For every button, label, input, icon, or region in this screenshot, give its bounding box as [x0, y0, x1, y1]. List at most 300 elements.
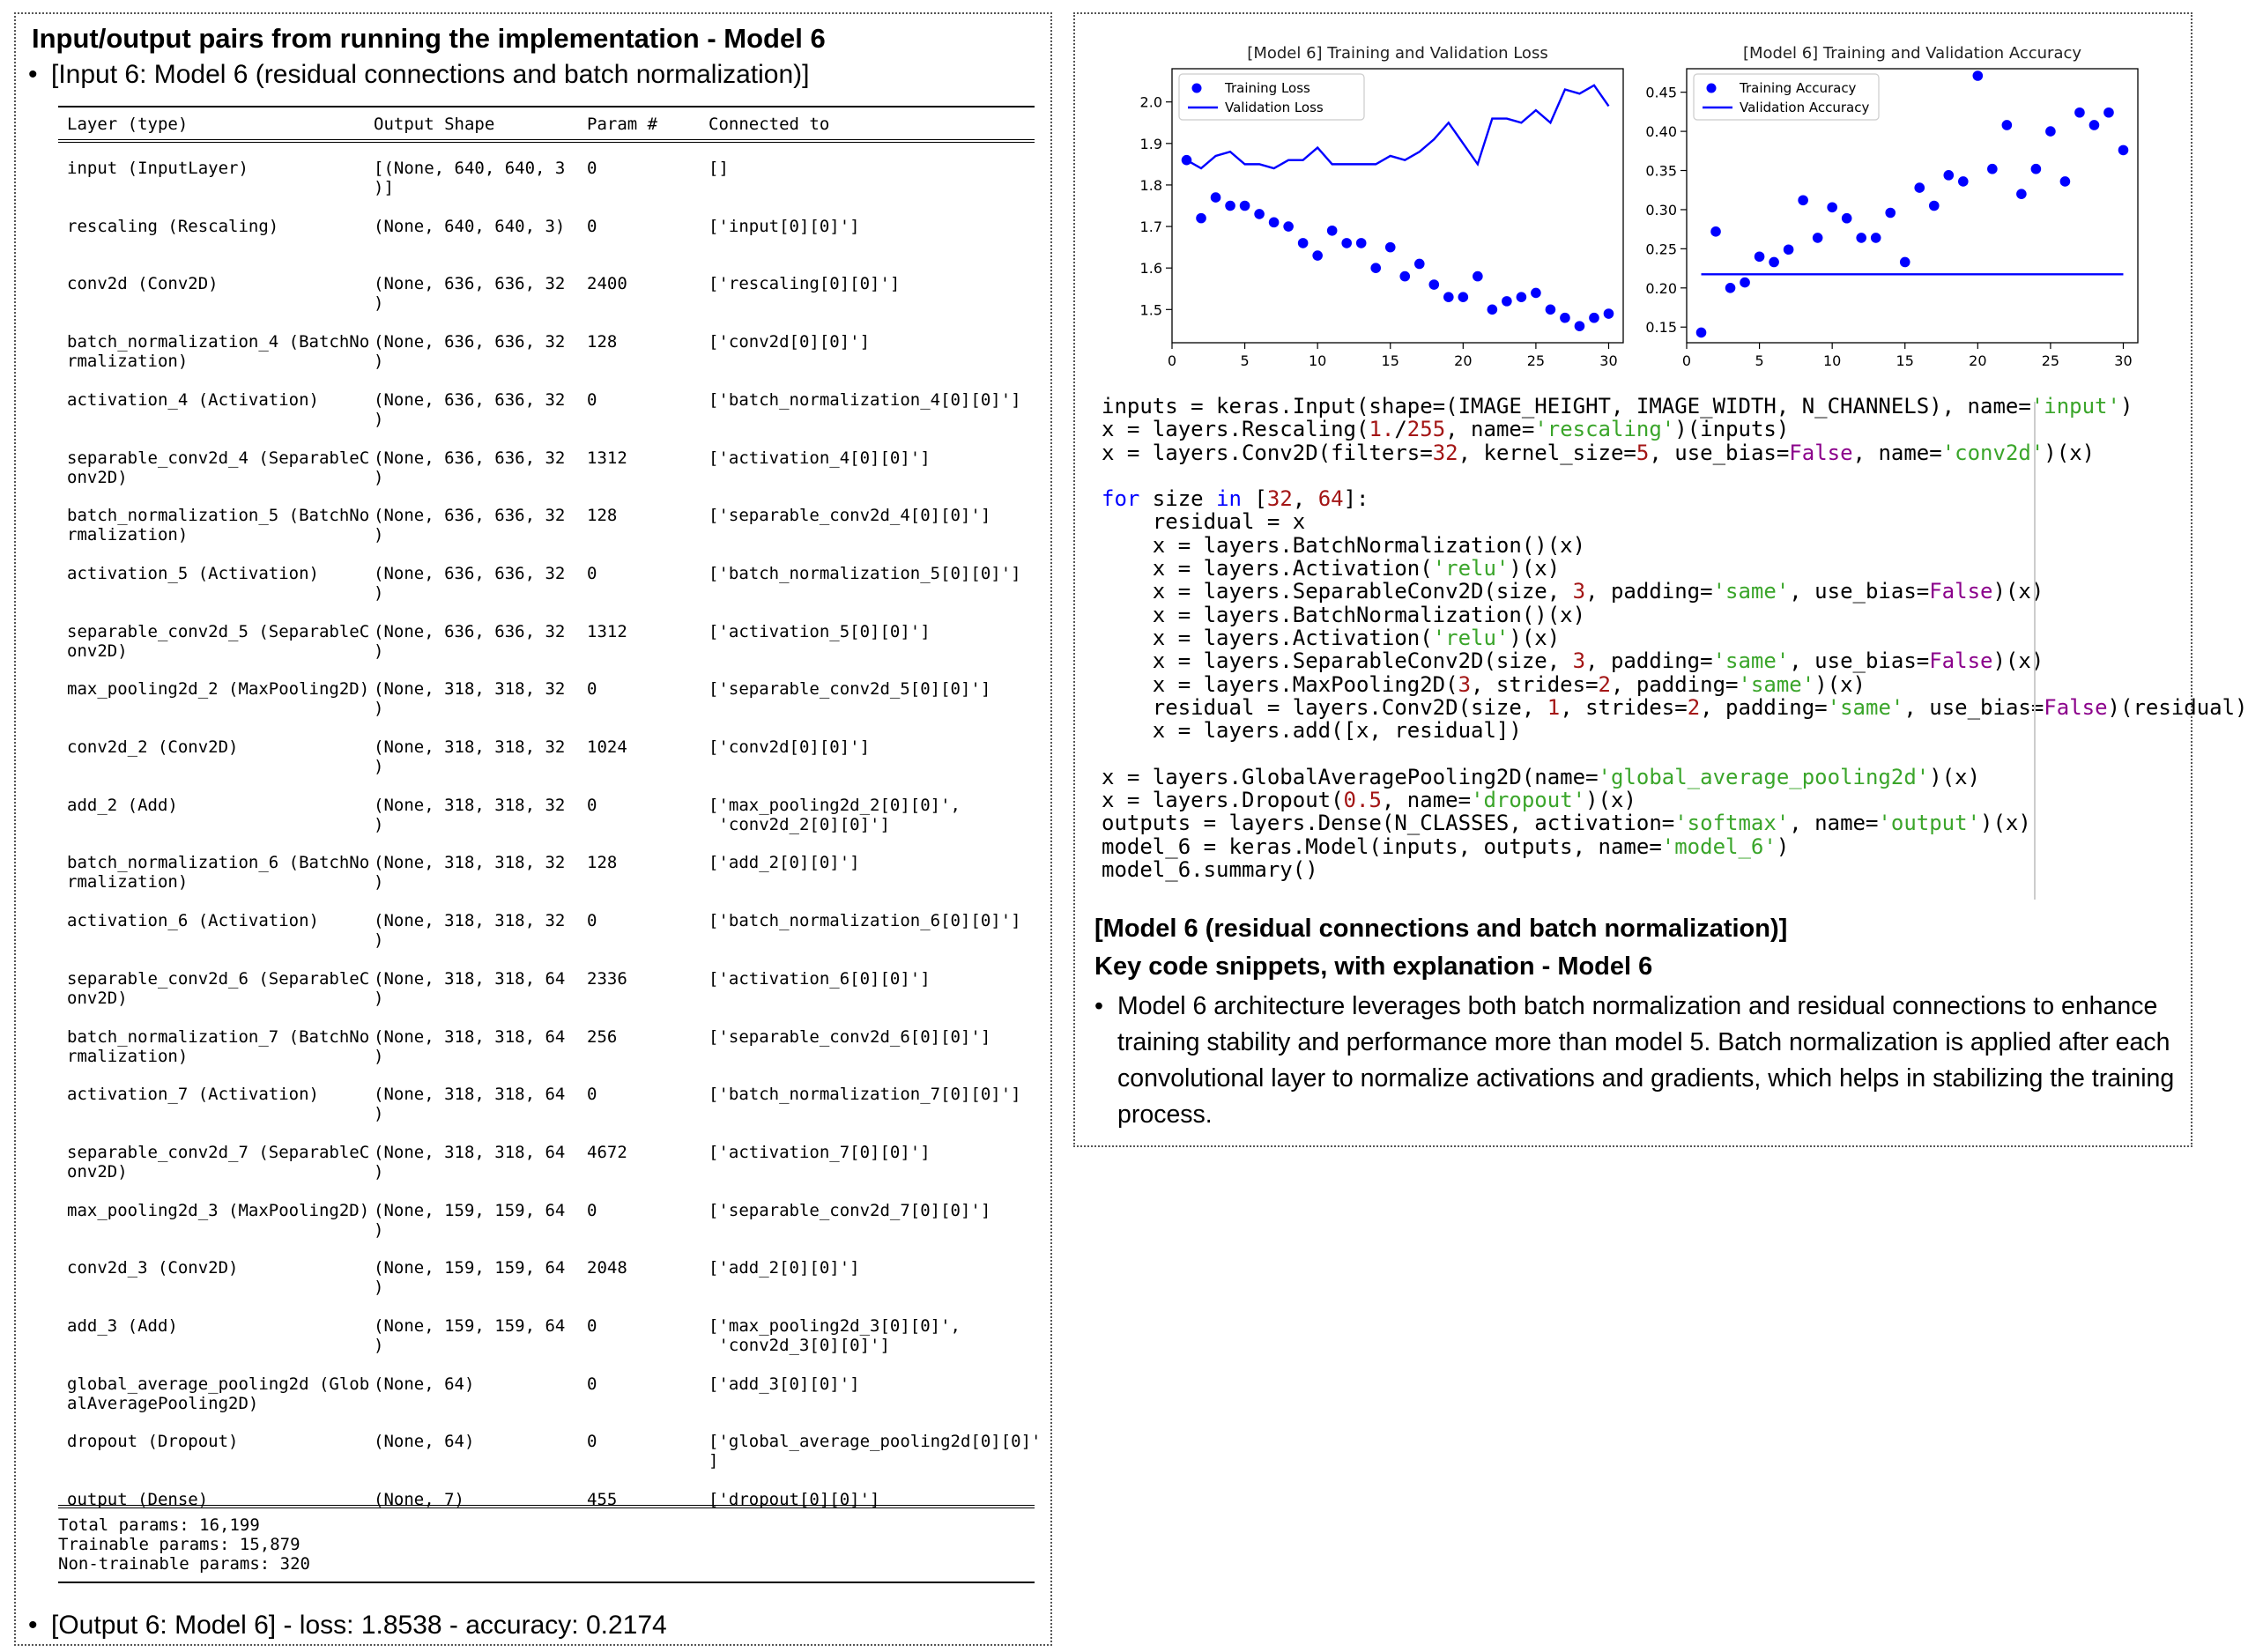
code-token: [ [1241, 486, 1267, 512]
model-summary-panel [14, 12, 1052, 1646]
param-count-cell: 256 [587, 1026, 618, 1047]
connected-to-cell: ['batch_normalization_5[0][0]'] [709, 563, 1021, 583]
data-point [1885, 208, 1896, 219]
output-shape-cell: (None, 636, 636, 32 ) [374, 274, 566, 314]
layer-type-cell: batch_normalization_6 (BatchNo rmalization) [67, 853, 370, 893]
code-token: 'same' [1712, 648, 1790, 674]
accuracy-chart [1621, 30, 2150, 382]
chart-title: [Model 6] Training and Validation Accuracy [1742, 44, 2082, 63]
code-token: )(inputs) [1674, 417, 1790, 442]
code-token: x = layers.Activation( [1102, 625, 1433, 650]
x-tick-label: 10 [1308, 352, 1327, 369]
layer-type-cell: separable_conv2d_4 (SeparableC onv2D) [67, 448, 370, 487]
data-point [1196, 213, 1206, 224]
x-tick-label: 0 [1167, 352, 1177, 369]
summary-row [58, 390, 1035, 443]
param-count-cell: 128 [587, 853, 618, 873]
code-token: 2 [1687, 694, 1701, 720]
section-title: [Model 6 (residual connections and batch normalization)] [1094, 915, 1788, 943]
bullet-dot: • [1094, 992, 1103, 1020]
summary-row [58, 564, 1035, 617]
param-count-cell: 1024 [587, 737, 627, 757]
connected-to-cell: ['dropout[0][0]'] [709, 1490, 880, 1510]
data-point [1696, 328, 1707, 338]
summary-row [58, 1027, 1035, 1080]
code-token: 1. [1369, 417, 1395, 442]
x-tick-label: 25 [1526, 352, 1546, 369]
legend-label: Validation Accuracy [1740, 100, 1870, 115]
code-token: False [1929, 579, 1993, 604]
code-divider [2034, 402, 2036, 900]
summary-row [58, 1201, 1035, 1254]
data-point [2031, 164, 2042, 174]
code-token: )(x) [1980, 811, 2031, 836]
data-point [1458, 292, 1469, 302]
data-point [1740, 278, 1750, 288]
output-shape-cell: (None, 636, 636, 32 ) [374, 332, 566, 372]
code-token: ]: [1343, 486, 1369, 512]
code-line [1102, 418, 2191, 441]
legend-label: Training Loss [1225, 80, 1310, 96]
code-snippet [1102, 394, 2248, 882]
code-token: , name= [1852, 440, 1942, 465]
output-shape-cell: (None, 318, 318, 64 ) [374, 1085, 566, 1124]
x-tick-label: 0 [1681, 352, 1692, 369]
connected-to-cell: ['separable_conv2d_5[0][0]'] [709, 679, 991, 700]
output-shape-cell: [(None, 640, 640, 3 )] [374, 159, 566, 197]
output-shape-cell: (None, 318, 318, 32 ) [374, 853, 566, 893]
code-line [1102, 694, 2248, 720]
header-output-shape: Output Shape [374, 115, 495, 134]
code-token: )(x) [1585, 788, 1636, 813]
code-token: , use_bias= [1649, 440, 1790, 465]
code-token: 'same' [1712, 579, 1790, 604]
connected-to-cell: ['activation_7[0][0]'] [709, 1142, 931, 1162]
data-point [2074, 107, 2085, 118]
code-token: residual = layers.Conv2D(size, [1102, 694, 1547, 720]
layer-type-cell: dropout (Dropout) [67, 1432, 239, 1452]
summary-row [58, 1143, 1035, 1196]
output-shape-cell: (None, 64) [374, 1374, 475, 1394]
code-token: x = layers.BatchNormalization()(x) [1102, 602, 1586, 627]
code-token: , use_bias= [1903, 694, 2044, 720]
code-explanation-panel [1073, 12, 2248, 1147]
chart-title: [Model 6] Training and Validation Loss [1247, 44, 1548, 63]
code-line [1102, 789, 2191, 811]
data-point [1531, 288, 1541, 299]
x-tick-label: 30 [1599, 352, 1618, 369]
x-tick-label: 5 [1755, 352, 1764, 369]
y-tick-label: 2.0 [1139, 93, 1162, 111]
layer-type-cell: add_3 (Add) [67, 1316, 178, 1336]
summary-row [58, 1374, 1035, 1427]
connected-to-cell: ['activation_4[0][0]'] [709, 448, 931, 468]
data-point [1546, 305, 1556, 315]
data-point [1254, 209, 1265, 219]
summary-row [58, 1085, 1035, 1137]
code-token: 'softmax' [1674, 811, 1790, 836]
data-point [1914, 182, 1925, 193]
data-point [2016, 189, 2027, 199]
output-shape-cell: (None, 318, 318, 64 ) [374, 1142, 566, 1182]
code-token: x = layers.Conv2D(filters= [1102, 440, 1433, 465]
output-shape-cell: (None, 7) [374, 1490, 464, 1510]
code-token: 32 [1266, 486, 1293, 512]
data-point [1710, 226, 1721, 237]
summary-header-divider [58, 139, 1035, 143]
data-point [1987, 164, 1998, 174]
code-token: 64 [1317, 486, 1344, 512]
layer-type-cell: conv2d_2 (Conv2D) [67, 737, 239, 757]
layer-type-cell: activation_5 (Activation) [67, 563, 319, 583]
summary-row [58, 622, 1035, 675]
layer-type-cell: input (InputLayer) [67, 159, 249, 178]
data-point [1589, 313, 1599, 323]
layer-type-cell: activation_6 (Activation) [67, 911, 319, 931]
x-tick-label: 10 [1822, 352, 1842, 369]
layer-type-cell: batch_normalization_7 (BatchNo rmalization) [67, 1026, 370, 1066]
code-token: 'model_6' [1661, 833, 1777, 859]
code-line [1102, 487, 2191, 510]
connected-to-cell: ['activation_6[0][0]'] [709, 968, 931, 989]
output-shape-cell: (None, 159, 159, 64 ) [374, 1258, 566, 1298]
code-token: x = layers.GlobalAveragePooling2D(name= [1102, 764, 1599, 789]
code-token: )(x) [1992, 648, 2044, 674]
data-point [1298, 238, 1309, 248]
layer-type-cell: conv2d_3 (Conv2D) [67, 1258, 239, 1278]
data-point [2002, 120, 2013, 130]
connected-to-cell: ['add_3[0][0]'] [709, 1374, 860, 1394]
explanation-bullet [1094, 989, 2184, 1133]
layer-type-cell: activation_7 (Activation) [67, 1085, 319, 1105]
y-tick-label: 1.9 [1139, 135, 1162, 152]
param-count-cell: 128 [587, 506, 618, 526]
param-count-cell: 2400 [587, 274, 627, 294]
code-token: , name= [1789, 811, 1879, 836]
code-line [1102, 395, 2191, 418]
param-count-cell: 0 [587, 1374, 597, 1394]
layer-type-cell: max_pooling2d_3 (MaxPooling2D) [67, 1200, 370, 1220]
connected-to-cell: ['batch_normalization_6[0][0]'] [709, 911, 1021, 931]
data-point [1755, 251, 1765, 262]
data-point [2103, 107, 2114, 118]
code-token: x = layers.Activation( [1102, 556, 1433, 582]
summary-row [58, 448, 1035, 501]
param-count-cell: 0 [587, 1316, 597, 1336]
layer-type-cell: conv2d (Conv2D) [67, 274, 219, 294]
output-shape-cell: (None, 318, 318, 32 ) [374, 911, 566, 951]
summary-row [58, 1258, 1035, 1311]
code-line [1102, 626, 2191, 649]
code-token: , name= [1381, 788, 1472, 813]
y-tick-label: 0.25 [1645, 241, 1677, 258]
data-point [1283, 221, 1294, 232]
code-line [1102, 858, 2191, 881]
layer-type-cell: output (Dense) [67, 1490, 209, 1510]
param-count-cell: 0 [587, 563, 597, 583]
code-line [1102, 811, 2191, 834]
code-line [1102, 534, 2191, 557]
output-shape-cell: (None, 318, 318, 64 ) [374, 1026, 566, 1066]
data-point [2089, 120, 2100, 130]
y-tick-label: 0.35 [1645, 162, 1677, 180]
data-point [1871, 233, 1881, 243]
loss-chart [1107, 30, 1636, 382]
output-shape-cell: (None, 64) [374, 1432, 475, 1452]
code-token: 'global_average_pooling2d' [1598, 764, 1930, 789]
data-point [1769, 257, 1779, 268]
code-token: , strides= [1560, 694, 1688, 720]
y-tick-label: 0.45 [1645, 84, 1677, 101]
code-line [1102, 673, 2191, 696]
output-shape-cell: (None, 318, 318, 32 ) [374, 679, 566, 719]
output-bullet-text: [Output 6: Model 6] - loss: 1.8538 - accuracy: 0.2174 [51, 1611, 667, 1640]
data-point [1414, 259, 1425, 270]
output-shape-cell: (None, 318, 318, 32 ) [374, 737, 566, 776]
code-token: , padding= [1585, 648, 1713, 674]
layer-type-cell: separable_conv2d_6 (SeparableC onv2D) [67, 968, 370, 1008]
connected-to-cell: ['separable_conv2d_6[0][0]'] [709, 1026, 991, 1047]
param-count-cell: 0 [587, 159, 597, 178]
code-line [1102, 766, 2191, 789]
output-shape-cell: (None, 318, 318, 32 ) [374, 795, 566, 834]
code-token: 3 [1572, 579, 1586, 604]
param-count-cell: 0 [587, 1432, 597, 1452]
data-point [1502, 296, 1512, 307]
code-line [1102, 649, 2191, 672]
layer-type-cell: batch_normalization_5 (BatchNo rmalization) [67, 506, 370, 545]
data-point [1327, 226, 1338, 236]
code-token: 2 [1598, 671, 1611, 697]
summary-row [58, 1316, 1035, 1369]
output-shape-cell: (None, 159, 159, 64 ) [374, 1316, 566, 1355]
code-token: in [1216, 486, 1242, 512]
code-token: inputs = keras.Input(shape=(IMAGE_HEIGHT, IMAGE_WIDTH, N_CHANNELS), name= [1102, 394, 2031, 419]
code-token: x = layers.Rescaling( [1102, 417, 1369, 442]
legend-point-swatch [1192, 84, 1202, 93]
code-token: model_6 = keras.Model(inputs, outputs, name= [1102, 833, 1662, 859]
summary-row [58, 911, 1035, 964]
layer-type-cell: global_average_pooling2d (Glob alAveragePooling2D) [67, 1374, 370, 1413]
summary-row [58, 332, 1035, 385]
code-token: 'rescaling' [1534, 417, 1675, 442]
data-point [1973, 70, 1984, 81]
code-token: , use_bias= [1789, 579, 1930, 604]
data-point [1929, 201, 1940, 211]
code-token: , [1292, 486, 1318, 512]
code-token: )(x) [1929, 764, 1981, 789]
code-token: , padding= [1700, 694, 1828, 720]
connected-to-cell: ['add_2[0][0]'] [709, 1258, 860, 1278]
code-token: )(x) [1509, 556, 1561, 582]
code-token: 'relu' [1432, 625, 1510, 650]
code-token: )(x) [1509, 625, 1561, 650]
data-point [1240, 201, 1250, 211]
summary-totals: Total params: 16,199 Trainable params: 15,879 Non-trainable params: 320 [58, 1515, 310, 1574]
output-shape-cell: (None, 636, 636, 32 ) [374, 621, 566, 661]
param-count-cell: 4672 [587, 1142, 627, 1162]
code-token: False [2044, 694, 2108, 720]
legend-point-swatch [1707, 84, 1717, 93]
code-token: x = layers.Dropout( [1102, 788, 1344, 813]
code-token: 'output' [1878, 811, 1981, 836]
y-tick-label: 0.15 [1645, 319, 1677, 337]
connected-to-cell: [] [709, 159, 729, 178]
data-point [1385, 242, 1396, 253]
explanation-text: Model 6 architecture leverages both batch normalization and residual connections to enhance training stability and performance more than model 5. Batch normalization is applied after each convolutional layer to normalize activations and gradients, which helps in stabilizing the training process. [1117, 992, 2175, 1129]
y-tick-label: 1.7 [1139, 219, 1162, 236]
summary-row [58, 853, 1035, 906]
panel-title: Input/output pairs from running the implementation - Model 6 [32, 23, 826, 54]
data-point [1488, 305, 1498, 315]
layer-type-cell: separable_conv2d_5 (SeparableC onv2D) [67, 621, 370, 661]
data-point [1958, 176, 1969, 187]
code-token: 3 [1572, 648, 1586, 674]
code-token: )(residual) [2107, 694, 2248, 720]
y-tick-label: 0.40 [1645, 123, 1677, 141]
data-point [1517, 292, 1527, 302]
param-count-cell: 2048 [587, 1258, 627, 1278]
output-shape-cell: (None, 636, 636, 32 ) [374, 448, 566, 487]
layer-type-cell: separable_conv2d_7 (SeparableC onv2D) [67, 1142, 370, 1182]
x-tick-label: 30 [2114, 352, 2133, 369]
code-token: False [1929, 648, 1993, 674]
x-tick-label: 20 [1969, 352, 1987, 369]
data-point [1370, 263, 1381, 273]
code-token: 5 [1636, 440, 1650, 465]
data-point [1399, 271, 1410, 282]
param-count-cell: 128 [587, 332, 618, 352]
legend-label: Validation Loss [1225, 100, 1324, 115]
param-count-cell: 0 [587, 216, 597, 236]
param-count-cell: 1312 [587, 621, 627, 641]
summary-row [58, 274, 1035, 327]
y-tick-label: 0.20 [1645, 279, 1677, 297]
code-token: / [1394, 417, 1407, 442]
data-point [1827, 202, 1837, 212]
output-shape-cell: (None, 159, 159, 64 ) [374, 1200, 566, 1240]
summary-row [58, 159, 1035, 211]
connected-to-cell: ['add_2[0][0]'] [709, 853, 860, 873]
code-token: 3 [1458, 671, 1472, 697]
code-token: , strides= [1471, 671, 1599, 697]
code-token: for [1102, 486, 1140, 512]
connected-to-cell: ['activation_5[0][0]'] [709, 621, 931, 641]
code-line [1102, 742, 2191, 765]
input-bullet [28, 60, 810, 90]
code-line [1102, 580, 2191, 603]
code-token: )(x) [2044, 440, 2096, 465]
x-tick-label: 5 [1240, 352, 1250, 369]
code-line [1102, 510, 2191, 533]
summary-row [58, 217, 1035, 270]
data-point [1856, 233, 1866, 243]
layer-type-cell: batch_normalization_4 (BatchNo rmalization) [67, 332, 370, 372]
code-line [1102, 835, 2191, 858]
param-count-cell: 0 [587, 679, 597, 700]
y-tick-label: 1.6 [1139, 260, 1162, 278]
param-count-cell: 0 [587, 1200, 597, 1220]
x-tick-label: 20 [1454, 352, 1473, 369]
x-tick-label: 25 [2041, 352, 2060, 369]
header-connected-to: Connected to [709, 115, 830, 134]
code-token: , use_bias= [1789, 648, 1930, 674]
summary-row [58, 969, 1035, 1022]
layer-type-cell: rescaling (Rescaling) [67, 216, 279, 236]
connected-to-cell: ['global_average_pooling2d[0][0]' ] [709, 1432, 1042, 1471]
param-count-cell: 0 [587, 1085, 597, 1105]
data-point [1312, 250, 1323, 261]
code-token: , name= [1445, 417, 1535, 442]
data-point [1813, 233, 1823, 243]
data-point [1428, 279, 1439, 290]
connected-to-cell: ['separable_conv2d_7[0][0]'] [709, 1200, 991, 1220]
header-layer-type: Layer (type) [67, 115, 189, 134]
param-count-cell: 0 [587, 911, 597, 931]
code-token: 'same' [1738, 671, 1815, 697]
code-line [1102, 719, 2191, 742]
bullet-dot: • [28, 1611, 38, 1640]
param-count-cell: 455 [587, 1490, 618, 1510]
code-token: 'dropout' [1471, 788, 1586, 813]
connected-to-cell: ['conv2d[0][0]'] [709, 737, 871, 757]
output-shape-cell: (None, 318, 318, 64 ) [374, 968, 566, 1008]
connected-to-cell: ['separable_conv2d_4[0][0]'] [709, 506, 991, 526]
output-bullet [28, 1611, 667, 1641]
data-point [1943, 170, 1954, 181]
code-token: 'input' [2030, 394, 2120, 419]
y-tick-label: 1.8 [1139, 176, 1162, 194]
param-count-cell: 0 [587, 389, 597, 410]
output-shape-cell: (None, 640, 640, 3) [374, 216, 566, 236]
code-token: False [1789, 440, 1853, 465]
data-point [2045, 126, 2056, 137]
data-point [2060, 176, 2071, 187]
connected-to-cell: ['batch_normalization_4[0][0]'] [709, 389, 1021, 410]
legend-label: Training Accuracy [1740, 80, 1857, 96]
code-token: outputs = layers.Dense(N_CLASSES, activation= [1102, 811, 1675, 836]
code-token: , padding= [1610, 671, 1739, 697]
summary-row [58, 1432, 1042, 1485]
param-count-cell: 1312 [587, 448, 627, 468]
code-token: ) [2119, 394, 2133, 419]
code-token: size [1139, 486, 1217, 512]
code-token: x = layers.MaxPooling2D( [1102, 671, 1458, 697]
code-token: 'relu' [1432, 556, 1510, 582]
output-shape-cell: (None, 636, 636, 32 ) [374, 389, 566, 429]
y-tick-label: 0.30 [1645, 201, 1677, 219]
layer-type-cell: add_2 (Add) [67, 795, 178, 815]
data-point [1211, 192, 1221, 203]
data-point [1560, 313, 1570, 323]
data-point [1842, 213, 1852, 224]
code-line [1102, 464, 2191, 487]
input-bullet-text: [Input 6: Model 6 (residual connections and batch normalization)] [51, 60, 810, 89]
summary-header-row [58, 115, 1035, 137]
code-token: )(x) [1814, 671, 1866, 697]
code-line [1102, 441, 2191, 464]
bullet-dot: • [28, 60, 38, 89]
code-token: x = layers.add([x, residual]) [1102, 718, 1522, 744]
header-param-count: Param # [587, 115, 658, 134]
data-point [1900, 257, 1910, 268]
data-point [1356, 238, 1367, 248]
code-line [1102, 557, 2191, 580]
x-tick-label: 15 [1896, 352, 1914, 369]
key-snippets-heading: Key code snippets, with explanation - Model 6 [1094, 952, 1653, 981]
connected-to-cell: ['conv2d[0][0]'] [709, 332, 871, 352]
param-count-cell: 0 [587, 795, 597, 815]
